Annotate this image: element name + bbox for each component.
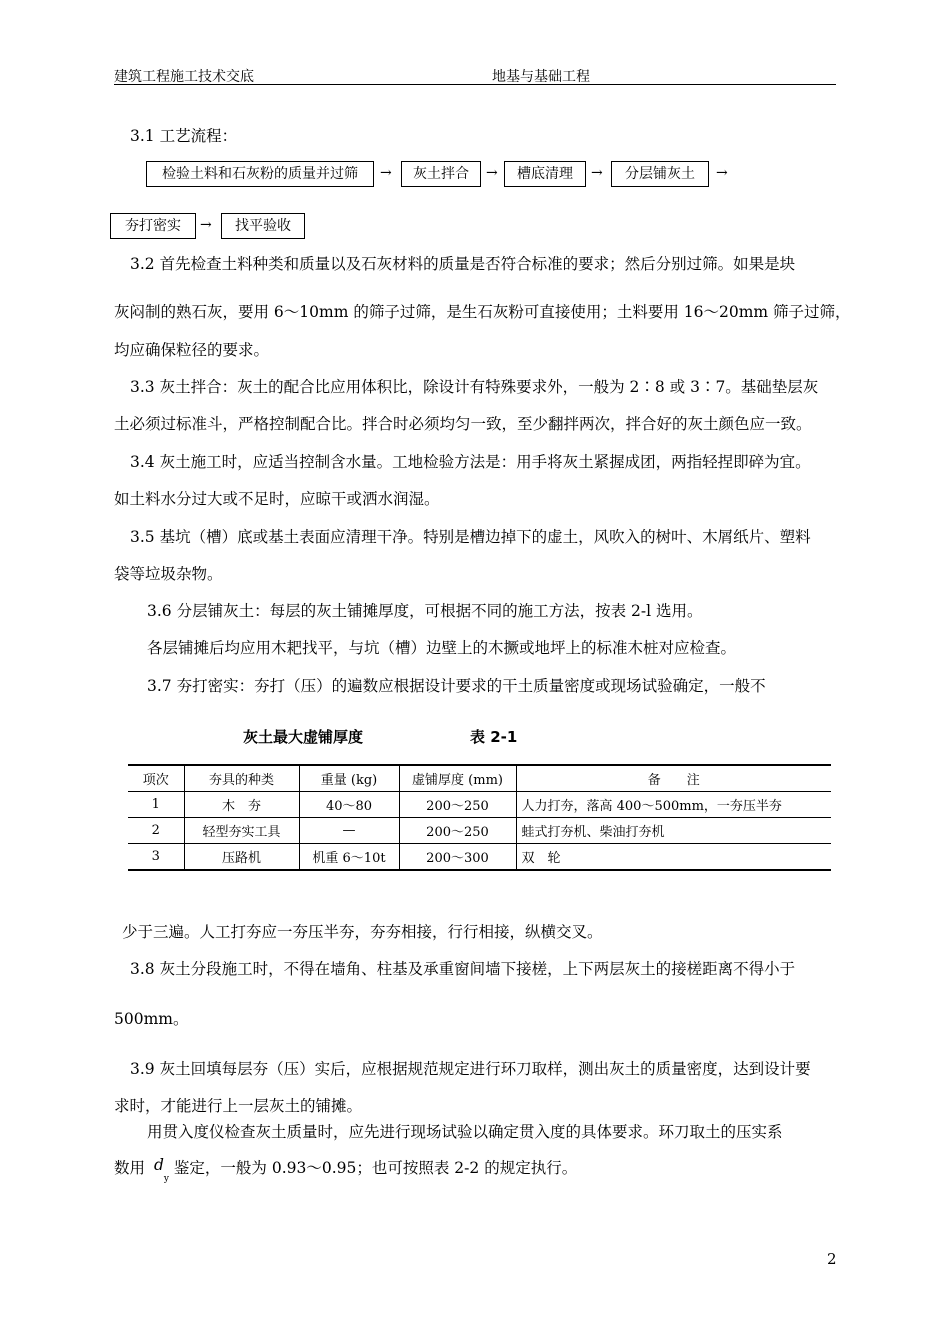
para-3-5-line-2: 袋等垃圾杂物。	[114, 565, 223, 583]
para-3-2-line-3: 均应确保粒径的要求。	[114, 341, 270, 359]
para-3-3-line-2: 土必须过标准斗，严格控制配合比。拌合时必须均匀一致，至少翻拌两次，拌合好的灰土颜色应一致。	[114, 415, 812, 433]
symbol-d: d	[153, 1156, 164, 1174]
para-3-9-line-2: 求时，才能进行上一层灰土的铺摊。	[114, 1097, 363, 1115]
table-cell: 40～80	[299, 792, 399, 818]
para-3-6-line-1: 3.6 分层铺灰土：每层的灰土铺摊厚度，可根据不同的施工方法，按表 2-l 选用。	[147, 602, 703, 620]
table-number: 表 2-1	[470, 728, 518, 746]
flow-step-3: 槽底清理	[504, 161, 586, 187]
text-fragment: 数用	[114, 1159, 146, 1177]
flow-step-2: 灰土拌合	[401, 161, 481, 187]
table-header-row	[128, 765, 831, 792]
flow-step-1: 检验土料和石灰粉的质量并过筛	[146, 161, 374, 187]
table-cell: 蛙式打夯机、柴油打夯机	[516, 818, 831, 844]
table-cell: 3	[128, 844, 184, 871]
table-row	[128, 818, 831, 844]
flow-arrow-5: →	[200, 217, 212, 233]
para-3-7-line-2: 少于三遍。人工打夯应一夯压半夯，夯夯相接，行行相接，纵横交叉。	[122, 923, 603, 941]
header-center: 地基与基础工程	[492, 69, 590, 85]
header-rule	[114, 84, 836, 85]
table-cell: —	[299, 818, 399, 844]
para-3-9-line-1: 3.9 灰土回填每层夯（压）实后，应根据规范规定进行环刀取样，测出灰土的质量密度，达到设计要	[130, 1060, 811, 1078]
table-cell: 机重 6～10t	[299, 844, 399, 871]
flow-arrow-3: →	[591, 165, 603, 181]
table-header: 夯具的种类	[184, 765, 299, 792]
flow-arrow-4: →	[716, 165, 728, 181]
para-3-4-line-1: 3.4 灰土施工时，应适当控制含水量。工地检验方法是：用手将灰土紧握成团，两指轻捏即碎为宜。	[130, 453, 811, 471]
para-3-9b-line-2	[114, 1156, 578, 1184]
symbol-subscript: y	[163, 1174, 169, 1184]
page-number: 2	[827, 1250, 837, 1268]
table-caption: 灰土最大虚铺厚度	[243, 728, 364, 746]
para-3-3-line-1: 3.3 灰土拌合：灰土的配合比应用体积比，除设计有特殊要求外，一般为 2∶8 或 3∶7。基础垫层灰	[130, 378, 819, 396]
table-row	[128, 792, 831, 818]
flow-step-5: 夯打密实	[110, 213, 196, 239]
flow-step-6: 找平验收	[221, 213, 305, 239]
table-header: 重量 (kg)	[299, 765, 399, 792]
flow-arrow-2: →	[486, 165, 498, 181]
para-3-8-line-1: 3.8 灰土分段施工时，不得在墙角、柱基及承重窗间墙下接槎，上下两层灰土的接槎距离不得小于	[130, 960, 796, 978]
table-cell: 2	[128, 818, 184, 844]
table-header: 项次	[128, 765, 184, 792]
para-3-4-line-2: 如土料水分过大或不足时，应晾干或洒水润湿。	[114, 490, 440, 508]
table-cell: 200～300	[399, 844, 516, 871]
table-row	[128, 844, 831, 871]
para-3-5-line-1: 3.5 基坑（槽）底或基土表面应清理干净。特别是槽边掉下的虚土，风吹入的树叶、木屑纸片、塑料	[130, 528, 811, 546]
table-cell: 轻型夯实工具	[184, 818, 299, 844]
table-cell: 200～250	[399, 792, 516, 818]
para-3-8-line-2: 500mm。	[114, 1010, 189, 1028]
table-cell: 人力打夯，落高 400～500mm，一夯压半夯	[516, 792, 831, 818]
table-cell: 木 夯	[184, 792, 299, 818]
header-left: 建筑工程施工技术交底	[114, 69, 254, 85]
table-cell: 双 轮	[516, 844, 831, 871]
table-header: 备 注	[516, 765, 831, 792]
table-cell: 1	[128, 792, 184, 818]
para-3-2-line-1: 3.2 首先检查土料种类和质量以及石灰材料的质量是否符合标准的要求；然后分别过筛。如果是块	[130, 255, 796, 273]
flow-step-4: 分层铺灰土	[611, 161, 709, 187]
table-cell: 200～250	[399, 818, 516, 844]
flow-heading: 3.1 工艺流程：	[130, 127, 238, 145]
table-cell: 压路机	[184, 844, 299, 871]
thickness-table	[128, 764, 831, 871]
table-header: 虚铺厚度 (mm)	[399, 765, 516, 792]
para-3-9b-line-1: 用贯入度仪检查灰土质量时，应先进行现场试验以确定贯入度的具体要求。环刀取土的压实系	[147, 1123, 783, 1141]
para-3-2-line-2: 灰闷制的熟石灰，要用 6～10mm 的筛子过筛，是生石灰粉可直接使用；土料要用 16～20mm 筛子过筛，	[114, 303, 851, 321]
flow-arrow-1: →	[380, 165, 392, 181]
para-3-6-line-2: 各层铺摊后均应用木耙找平，与坑（槽）边壁上的木撅或地坪上的标准木桩对应检查。	[147, 639, 737, 657]
text-fragment: 鉴定，一般为 0.93～0.95；也可按照表 2-2 的规定执行。	[173, 1159, 578, 1177]
para-3-7-line-1: 3.7 夯打密实：夯打（压）的遍数应根据设计要求的干土质量密度或现场试验确定，一般不	[147, 677, 766, 695]
